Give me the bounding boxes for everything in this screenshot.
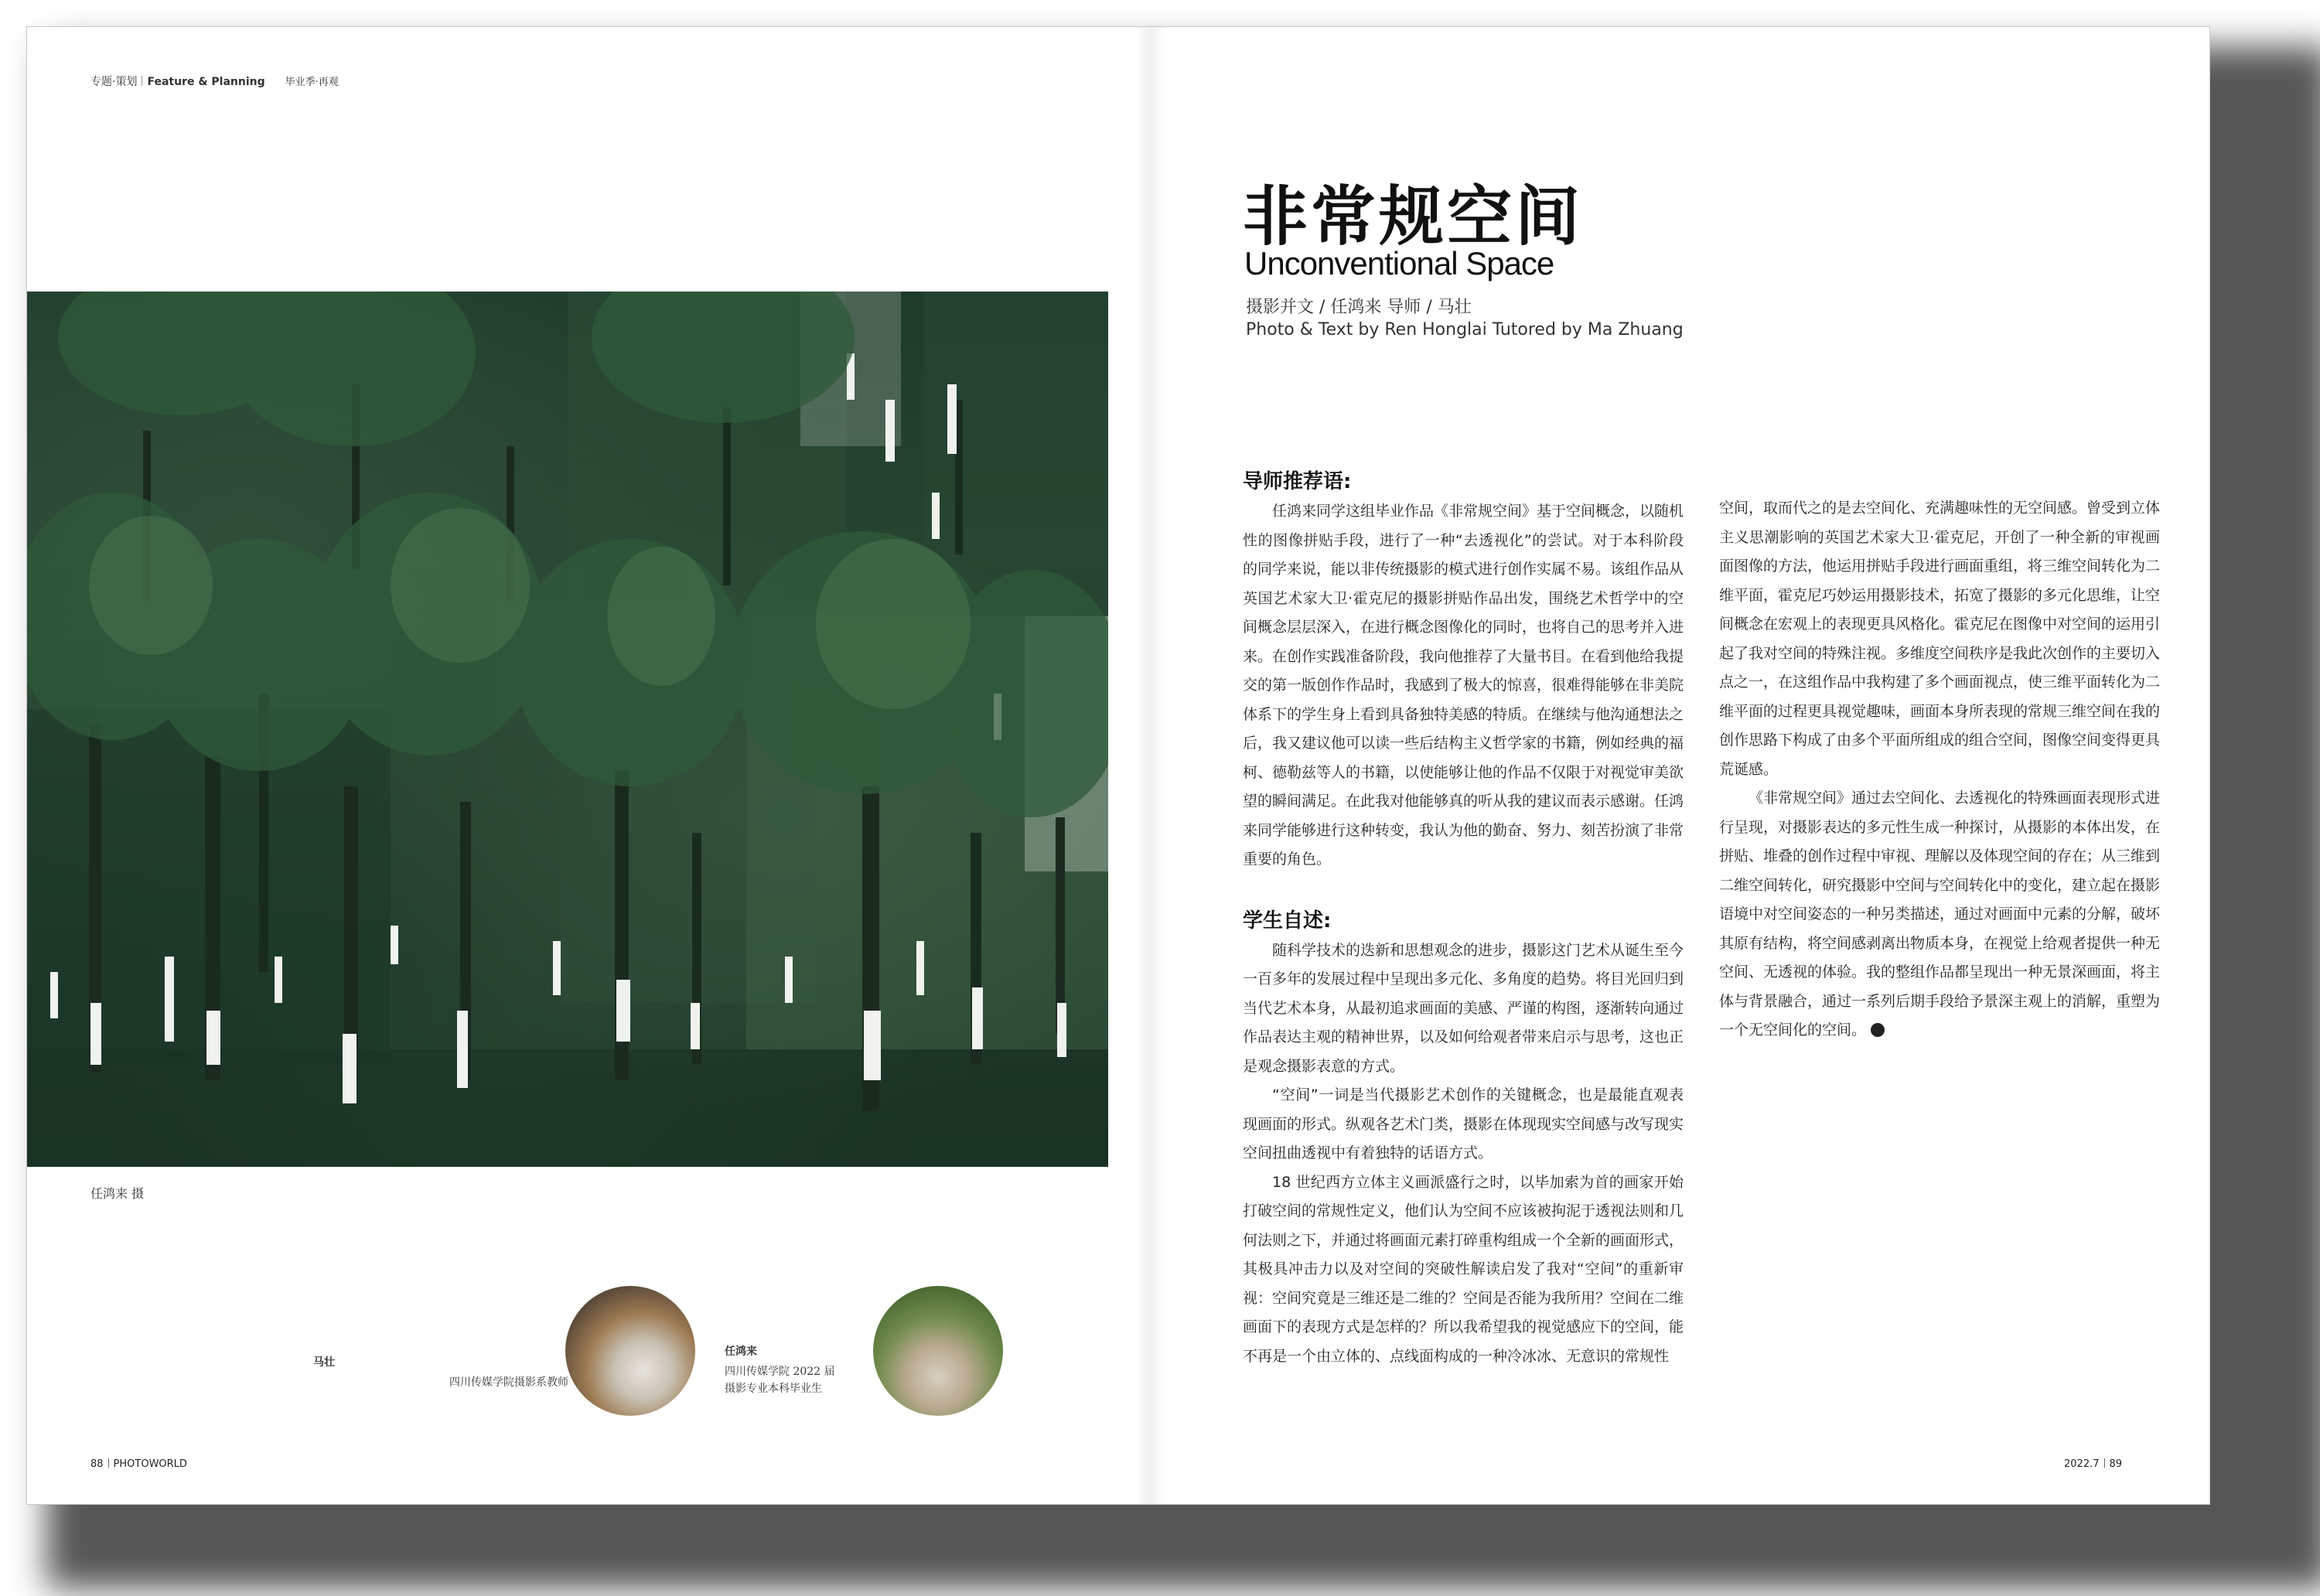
running-head — [90, 73, 339, 89]
forest-collage-illustration — [27, 292, 1108, 1167]
text-column-2 — [1719, 494, 2160, 1045]
student-name: 任鸿来 — [725, 1345, 757, 1358]
section-gap — [1243, 875, 1684, 905]
forest-collage-photo — [27, 292, 1108, 1167]
article-title-en: Unconventional Space — [1244, 245, 1554, 281]
tutor-section-heading: 导师推荐语: — [1243, 470, 1352, 493]
closing-text: 《非常规空间》通过去空间化、去透视化的特殊画面表现形式进行呈现，对摄影表达的多元性生成一种探讨，从摄影的本体出发，在拼贴、堆叠的创作过程中审视、理解以及体现空间的存在；从三维到二维空间转化，研究摄影中空间与空间转化中的变化，建立起在摄影语境中对空间姿态的一种另类描述，通过对画面中元素的分解，破坏其原有结构，将空间感剥离出物质本身，在视觉上给观者提供一种无空间、无透视的体验。我的整组作品都呈现出一种无景深画面，将主体与背景融合，通过一系列后期手段给予景深主观上的消解，重塑为一个无空间化的空间。 — [1719, 789, 2161, 1038]
article-title-zh: 非常规空间 — [1243, 179, 1584, 254]
running-head-section-en: Feature & Planning — [147, 76, 265, 88]
issue-date: 2022.7 — [2064, 1458, 2100, 1470]
student-bio — [725, 1343, 835, 1397]
end-of-article-icon — [1871, 1023, 1885, 1037]
photo-caption: 任鸿来 摄 — [90, 1186, 145, 1201]
student-paragraph: “空间”一词是当代摄影艺术创作的关键概念，也是最能直观表现画面的形式。纵观各艺术门类，摄影在体现现实空间感与改写现实空间扭曲透视中有着独特的话语方式。 — [1243, 1086, 1684, 1161]
tutor-avatar — [565, 1286, 695, 1416]
text-column-1 — [1243, 466, 1684, 1371]
folio-right — [2064, 1458, 2122, 1470]
byline-zh: 摄影并文 / 任鸿来 导师 / 马壮 — [1246, 298, 1472, 317]
student-paragraph: 18 世纪西方立体主义画派盛行之时，以毕加索为首的画家开始打破空间的常规性定义，他们认为空间不应该被拘泥于透视法则和几何法则之下，并通过将画面元素打碎重构组成一个全新的画面形式，其极具冲击力以及对空间的突破性解读启发了我对“空间”的重新审视：空间究竟是三维还是二维的？空间是否能为我所用？空间在二维画面下的表现方式是怎样的？所以我希望我的视觉感应下的空间，能不再是一个由立体的、点线面构成的一种冷冰冰、无意识的常规性 — [1243, 1173, 1684, 1365]
tutor-bio — [313, 1354, 568, 1391]
student-paragraph-continued: 空间，取而代之的是去空间化、充满趣味性的无空间感。曾受到立体主义思潮影响的英国艺术家大卫·霍克尼，开创了一种全新的审视画面图像的方法，他运用拼贴手段进行画面重组，将三维空间转化为二维平面，霍克尼巧妙运用摄影技术，拓宽了摄影的多元化思维，让空间概念在宏观上的表现更具风格化。霍克尼在图像中对空间的运用引起了我对空间的特殊注视。多维度空间秩序是我此次创作的主要切入点之一，在这组作品中我构建了多个画面视点，使三维平面转化为二维平面的过程更具视觉趣味，画面本身所表现的常规三维空间在我的创作思路下构成了由多个平面所组成的组合空间，图像空间变得更具荒诞感。 — [1719, 500, 2161, 778]
byline — [1246, 296, 1684, 341]
folio-left — [90, 1458, 187, 1470]
student-paragraph: 随科学技术的迭新和思想观念的进步，摄影这门艺术从诞生至今一百多年的发展过程中呈现出多元化、多角度的趋势。将目光回归到当代艺术本身，从最初追求画面的美感、严谨的构图，逐渐转向通过作品表达主观的精神世界，以及如何给观者带来启示与思考，这也正是观念摄影表意的方式。 — [1243, 941, 1684, 1075]
page-number-right: 89 — [2109, 1458, 2123, 1470]
tutor-title: 四川传媒学院摄影系教师 — [449, 1376, 568, 1389]
tutor-name: 马壮 — [313, 1356, 335, 1369]
page-number-left: 88 — [90, 1458, 104, 1470]
byline-en: Photo & Text by Ren Honglai Tutored by Ma Zhuang — [1246, 320, 1684, 339]
divider — [108, 1458, 109, 1468]
running-head-section: 专题·策划 — [90, 76, 138, 88]
running-head-subsection: 毕业季·再观 — [285, 77, 339, 88]
magazine-spread — [26, 26, 2210, 1505]
tutor-paragraph: 任鸿来同学这组毕业作品《非常规空间》基于空间概念，以随机性的图像拼贴手段，进行了一种“去透视化”的尝试。对于本科阶段的同学来说，能以非传统摄影的模式进行创作实属不易。该组作品从英国艺术家大卫·霍克尼的摄影拼贴作品出发，围绕艺术哲学中的空间概念层层深入，在进行概念图像化的同时，也将自己的思考并入进来。在创作实践准备阶段，我向他推荐了大量书目。在看到他给我提交的第一版创作作品时，我感到了极大的惊喜，很难得能够在非美院体系下的学生身上看到具备独特美感的特质。在继续与他沟通想法之后，我又建议他可以读一些后结构主义哲学家的书籍，例如经典的福柯、德勒兹等人的书籍，以使能够让他的作品不仅限于对视觉审美欲望的瞬间满足。在此我对他能够真的听从我的建议而表示感谢。任鸿来同学能够进行这种转变，我认为他的勤奋、努力、刻苦扮演了非常重要的角色。 — [1243, 503, 1684, 868]
student-paragraph-closing — [1719, 784, 2160, 1045]
student-section-heading: 学生自述: — [1243, 909, 1332, 933]
divider — [2104, 1458, 2105, 1468]
student-avatar — [873, 1286, 1003, 1416]
student-school: 四川传媒学院 2022 届 — [725, 1366, 835, 1378]
student-major: 摄影专业本科毕业生 — [725, 1383, 822, 1395]
spread-gutter — [1134, 27, 1165, 1504]
magazine-name: PHOTOWORLD — [113, 1458, 187, 1470]
